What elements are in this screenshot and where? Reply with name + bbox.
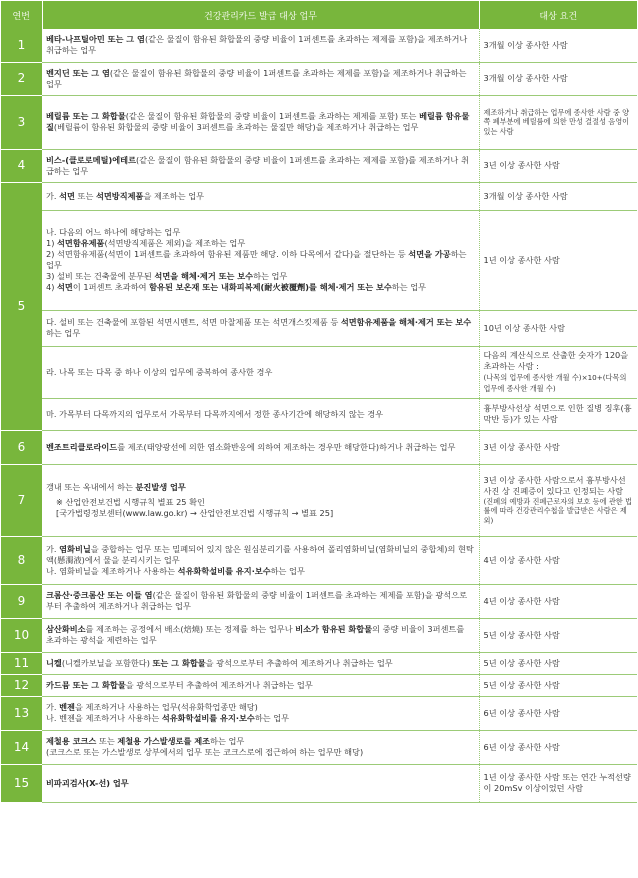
row-requirement: 5년 이상 종사한 사람 <box>479 674 637 696</box>
table-row <box>1 210 637 310</box>
row-number: 1 <box>1 29 42 62</box>
row-description: 카드뮴 또는 그 화합물을 광석으로부터 추출하여 제조하거나 취급하는 업무 <box>42 674 479 696</box>
row-requirement: 3년 이상 종사한 사람으로서 흉부방사선 사진 상 진폐증이 있다고 인정되는 사람 (진폐의 예방과 진폐근로자의 보호 등에 관한 법률에 따라 건강관리수첩을 발급받은 사람은 제외) <box>479 464 637 536</box>
table-row <box>1 62 637 95</box>
row-number: 14 <box>1 730 42 764</box>
row-description <box>42 95 479 149</box>
sub-item-4: 4) 석면이 1퍼센트 초과하여 함유된 보온재 또는 내화피복제(耐火被覆劑)를 해체·제거 또는 보수하는 업무 <box>46 282 427 292</box>
row-description: 삼산화비소를 제조하는 공정에서 배소(焙燒) 또는 정제를 하는 업무나 비소가 함유된 화합물의 중량 비율이 3퍼센트를 초과하는 광석을 제련하는 업무 <box>42 618 479 652</box>
substance-name: 카드뮴 또는 그 화합물 <box>46 679 126 690</box>
note-link-text: [국가법령정보센터(www.law.go.kr) → 산업안전보건법 시행규칙 → 별표 25] <box>56 507 334 518</box>
row-number: 10 <box>1 618 42 652</box>
row-description: 니켈(니켈카보닐을 포함한다) 또는 그 화합물을 광석으로부터 추출하여 제조하거나 취급하는 업무 <box>42 652 479 674</box>
row-number: 8 <box>1 536 42 584</box>
substance-name: 비스-(클로로메틸)에테르 <box>46 154 136 165</box>
table-row <box>1 398 637 430</box>
row-requirement: 제조하거나 취급하는 업무에 종사한 사람 중 양쪽 폐부분에 베릴륨에 의한 만성 결절성 음영이 있는 사람 <box>479 95 637 149</box>
health-card-table <box>1 1 637 803</box>
note-text: ※ 산업안전보건법 시행규칙 별표 25 확인 <box>56 496 205 507</box>
header-num: 연번 <box>1 1 42 29</box>
row-description: 벤조트리클로라이드를 제조(태양광선에 의한 염소화반응에 의하여 제조하는 경우만 해당한다)하거나 취급하는 업무 <box>42 430 479 464</box>
table-row <box>1 674 637 696</box>
row-description: 갱내 또는 옥내에서 하는 분진발생 업무 ※ 산업안전보건법 시행규칙 별표 25 확인 [국가법령정보센터(www.law.go.kr) → 산업안전보건법 시행규칙 → 별표 25] <box>42 464 479 536</box>
table-row <box>1 29 637 62</box>
row-requirement: 6년 이상 종사한 사람 <box>479 730 637 764</box>
description-text: (같은 물질이 함유된 화합물의 중량 비율이 1퍼센트를 초과하는 제제를 포함)을 제조하거나 취급하는 업무 <box>46 34 468 56</box>
header-desc: 건강관리카드 발급 대상 업무 <box>42 1 479 29</box>
row-requirement: 3개월 이상 종사한 사람 <box>479 182 637 210</box>
row-description: 크롬산·중크롬산 또는 이들 염(같은 물질이 함유된 화합물의 중량 비율이 1퍼센트를 초과하는 제제를 포함)을 광석으로부터 추출하여 제조하거나 취급하는 업무 <box>42 584 479 618</box>
table-row <box>1 730 637 764</box>
row-number: 12 <box>1 674 42 696</box>
row-requirement: 5년 이상 종사한 사람 <box>479 652 637 674</box>
row-number: 13 <box>1 696 42 730</box>
table-row <box>1 464 637 536</box>
substance-name: 삼산화비소 <box>46 624 86 634</box>
substance-name: 벤지딘 또는 그 염 <box>46 67 110 78</box>
sub-item-1: 1) 석면함유제품(석면방직제품은 제외)을 제조하는 업무 <box>46 238 246 248</box>
sub-item-3: 3) 설비 또는 건축물에 분무된 석면을 해체·제거 또는 보수하는 업무 <box>46 271 288 281</box>
row-number: 6 <box>1 430 42 464</box>
table-row <box>1 430 637 464</box>
row-number: 11 <box>1 652 42 674</box>
table-row <box>1 310 637 346</box>
table-row <box>1 696 637 730</box>
substance-name: 벤조트리클로라이드 <box>46 441 118 452</box>
row-requirement: 3개월 이상 종사한 사람 <box>479 29 637 62</box>
table-row <box>1 652 637 674</box>
row-description: 가. 석면 또는 석면방직제품을 제조하는 업무 <box>42 182 479 210</box>
row-description <box>42 210 479 310</box>
row-number: 7 <box>1 464 42 536</box>
row-description <box>42 149 479 182</box>
row-description: 가. 벤젠을 제조하거나 사용하는 업무(석유화학업종만 해당) 나. 벤젠을 제조하거나 사용하는 석유화학설비를 유지·보수하는 업무 <box>42 696 479 730</box>
row-requirement: 3개월 이상 종사한 사람 <box>479 62 637 95</box>
row-description <box>42 62 479 95</box>
table-row <box>1 346 637 398</box>
header-req: 대상 요건 <box>479 1 637 29</box>
row-number: 4 <box>1 149 42 182</box>
row-requirement: 10년 이상 종사한 사람 <box>479 310 637 346</box>
table-row <box>1 149 637 182</box>
row-requirement: 1년 이상 종사한 사람 또는 연간 누적선량이 20mSv 이상이었던 사람 <box>479 764 637 802</box>
row-description: 다. 설비 또는 건축물에 포함된 석면시멘트, 석면 마찰제품 또는 석면개스킷제품 등 석면함유제품을 해체·제거 또는 보수하는 업무 <box>42 310 479 346</box>
substance-name: 베타-나프틸아민 또는 그 염 <box>46 34 145 45</box>
substance-name: 니켈 <box>46 657 62 668</box>
description-text: (베릴륨이 함유된 화합물의 중량 비율이 3퍼센트를 초과하는 물질만 해당)을 제조하거나 취급하는 업무 <box>53 122 419 132</box>
row-requirement: 3년 이상 종사한 사람 <box>479 149 637 182</box>
row-requirement: 다음의 계산식으로 산출한 숫자가 120을 초과하는 사람 : (나목의 업무에 종사한 개월 수)×10+(다목의 업무에 종사한 개월 수) <box>479 346 637 398</box>
row-requirement: 5년 이상 종사한 사람 <box>479 618 637 652</box>
row-requirement: 흉부방사선상 석면으로 인한 질병 징후(흉막반 등)가 있는 사람 <box>479 398 637 430</box>
row-description <box>42 29 479 62</box>
description-text: (같은 물질이 함유된 화합물의 중량 비율이 1퍼센트를 초과하는 제제를 포함)을 제조하거나 취급하는 업무 <box>46 67 467 89</box>
row-number: 15 <box>1 764 42 802</box>
sub-item-2: 2) 석면함유제품(석면이 1퍼센트를 초과하여 함유된 제품만 해당. 이하 다목에서 같다)을 절단하는 등 석면을 가공하는 업무 <box>46 249 467 270</box>
row-requirement: 4년 이상 종사한 사람 <box>479 536 637 584</box>
table-row <box>1 95 637 149</box>
table-row <box>1 764 637 802</box>
description-text: (같은 물질이 함유된 화합물의 중량 비율이 1퍼센트를 초과하는 제제를 포함) 또는 <box>125 111 420 121</box>
table-row <box>1 584 637 618</box>
row-description: 제철용 코크스 또는 제철용 가스발생로를 제조하는 업무 (코크스로 또는 가스발생로 상부에서의 업무 또는 코크스로에 접근하여 하는 업무만 해당) <box>42 730 479 764</box>
table-header-row <box>1 1 637 29</box>
substance-name: 크롬산·중크롬산 또는 이들 염 <box>46 590 153 600</box>
row-description: 마. 가목부터 다목까지의 업무로서 가목부터 다목까지에서 정한 종사기간에 해당하지 않는 경우 <box>42 398 479 430</box>
substance-name: 베릴륨 함유물질 <box>46 111 470 132</box>
row-requirement: 6년 이상 종사한 사람 <box>479 696 637 730</box>
substance-name: 베릴륨 또는 그 화합물 <box>46 111 126 121</box>
table-row <box>1 536 637 584</box>
row-number: 2 <box>1 62 42 95</box>
sub-intro: 나. 다음의 어느 하나에 해당하는 업무 <box>46 227 181 237</box>
description-text: (같은 물질이 함유된 화합물의 중량 비율이 1퍼센트를 초과하는 제제를 포함)를 제조하거나 취급하는 업무 <box>46 154 469 176</box>
row-requirement: 3년 이상 종사한 사람 <box>479 430 637 464</box>
row-number: 5 <box>1 182 42 430</box>
row-description: 가. 염화비닐을 중합하는 업무 또는 밀폐되어 있지 않은 원심분리기를 사용하여 폴리염화비닐(염화비닐의 중합체)의 현탁액(懸濁液)에서 물을 분리시키는 업무 나. 염화비닐을 제조하거나 사용하는 석유화학설비를 유지·보수하는 업무 <box>42 536 479 584</box>
substance-name: 비파괴검사(X-선) 업무 <box>46 777 129 788</box>
row-number: 3 <box>1 95 42 149</box>
table-row <box>1 618 637 652</box>
row-description <box>42 764 479 802</box>
row-number: 9 <box>1 584 42 618</box>
row-requirement: 1년 이상 종사한 사람 <box>479 210 637 310</box>
table-row <box>1 182 637 210</box>
row-requirement: 4년 이상 종사한 사람 <box>479 584 637 618</box>
row-description: 라. 나목 또는 다목 중 하나 이상의 업무에 중복하여 종사한 경우 <box>42 346 479 398</box>
